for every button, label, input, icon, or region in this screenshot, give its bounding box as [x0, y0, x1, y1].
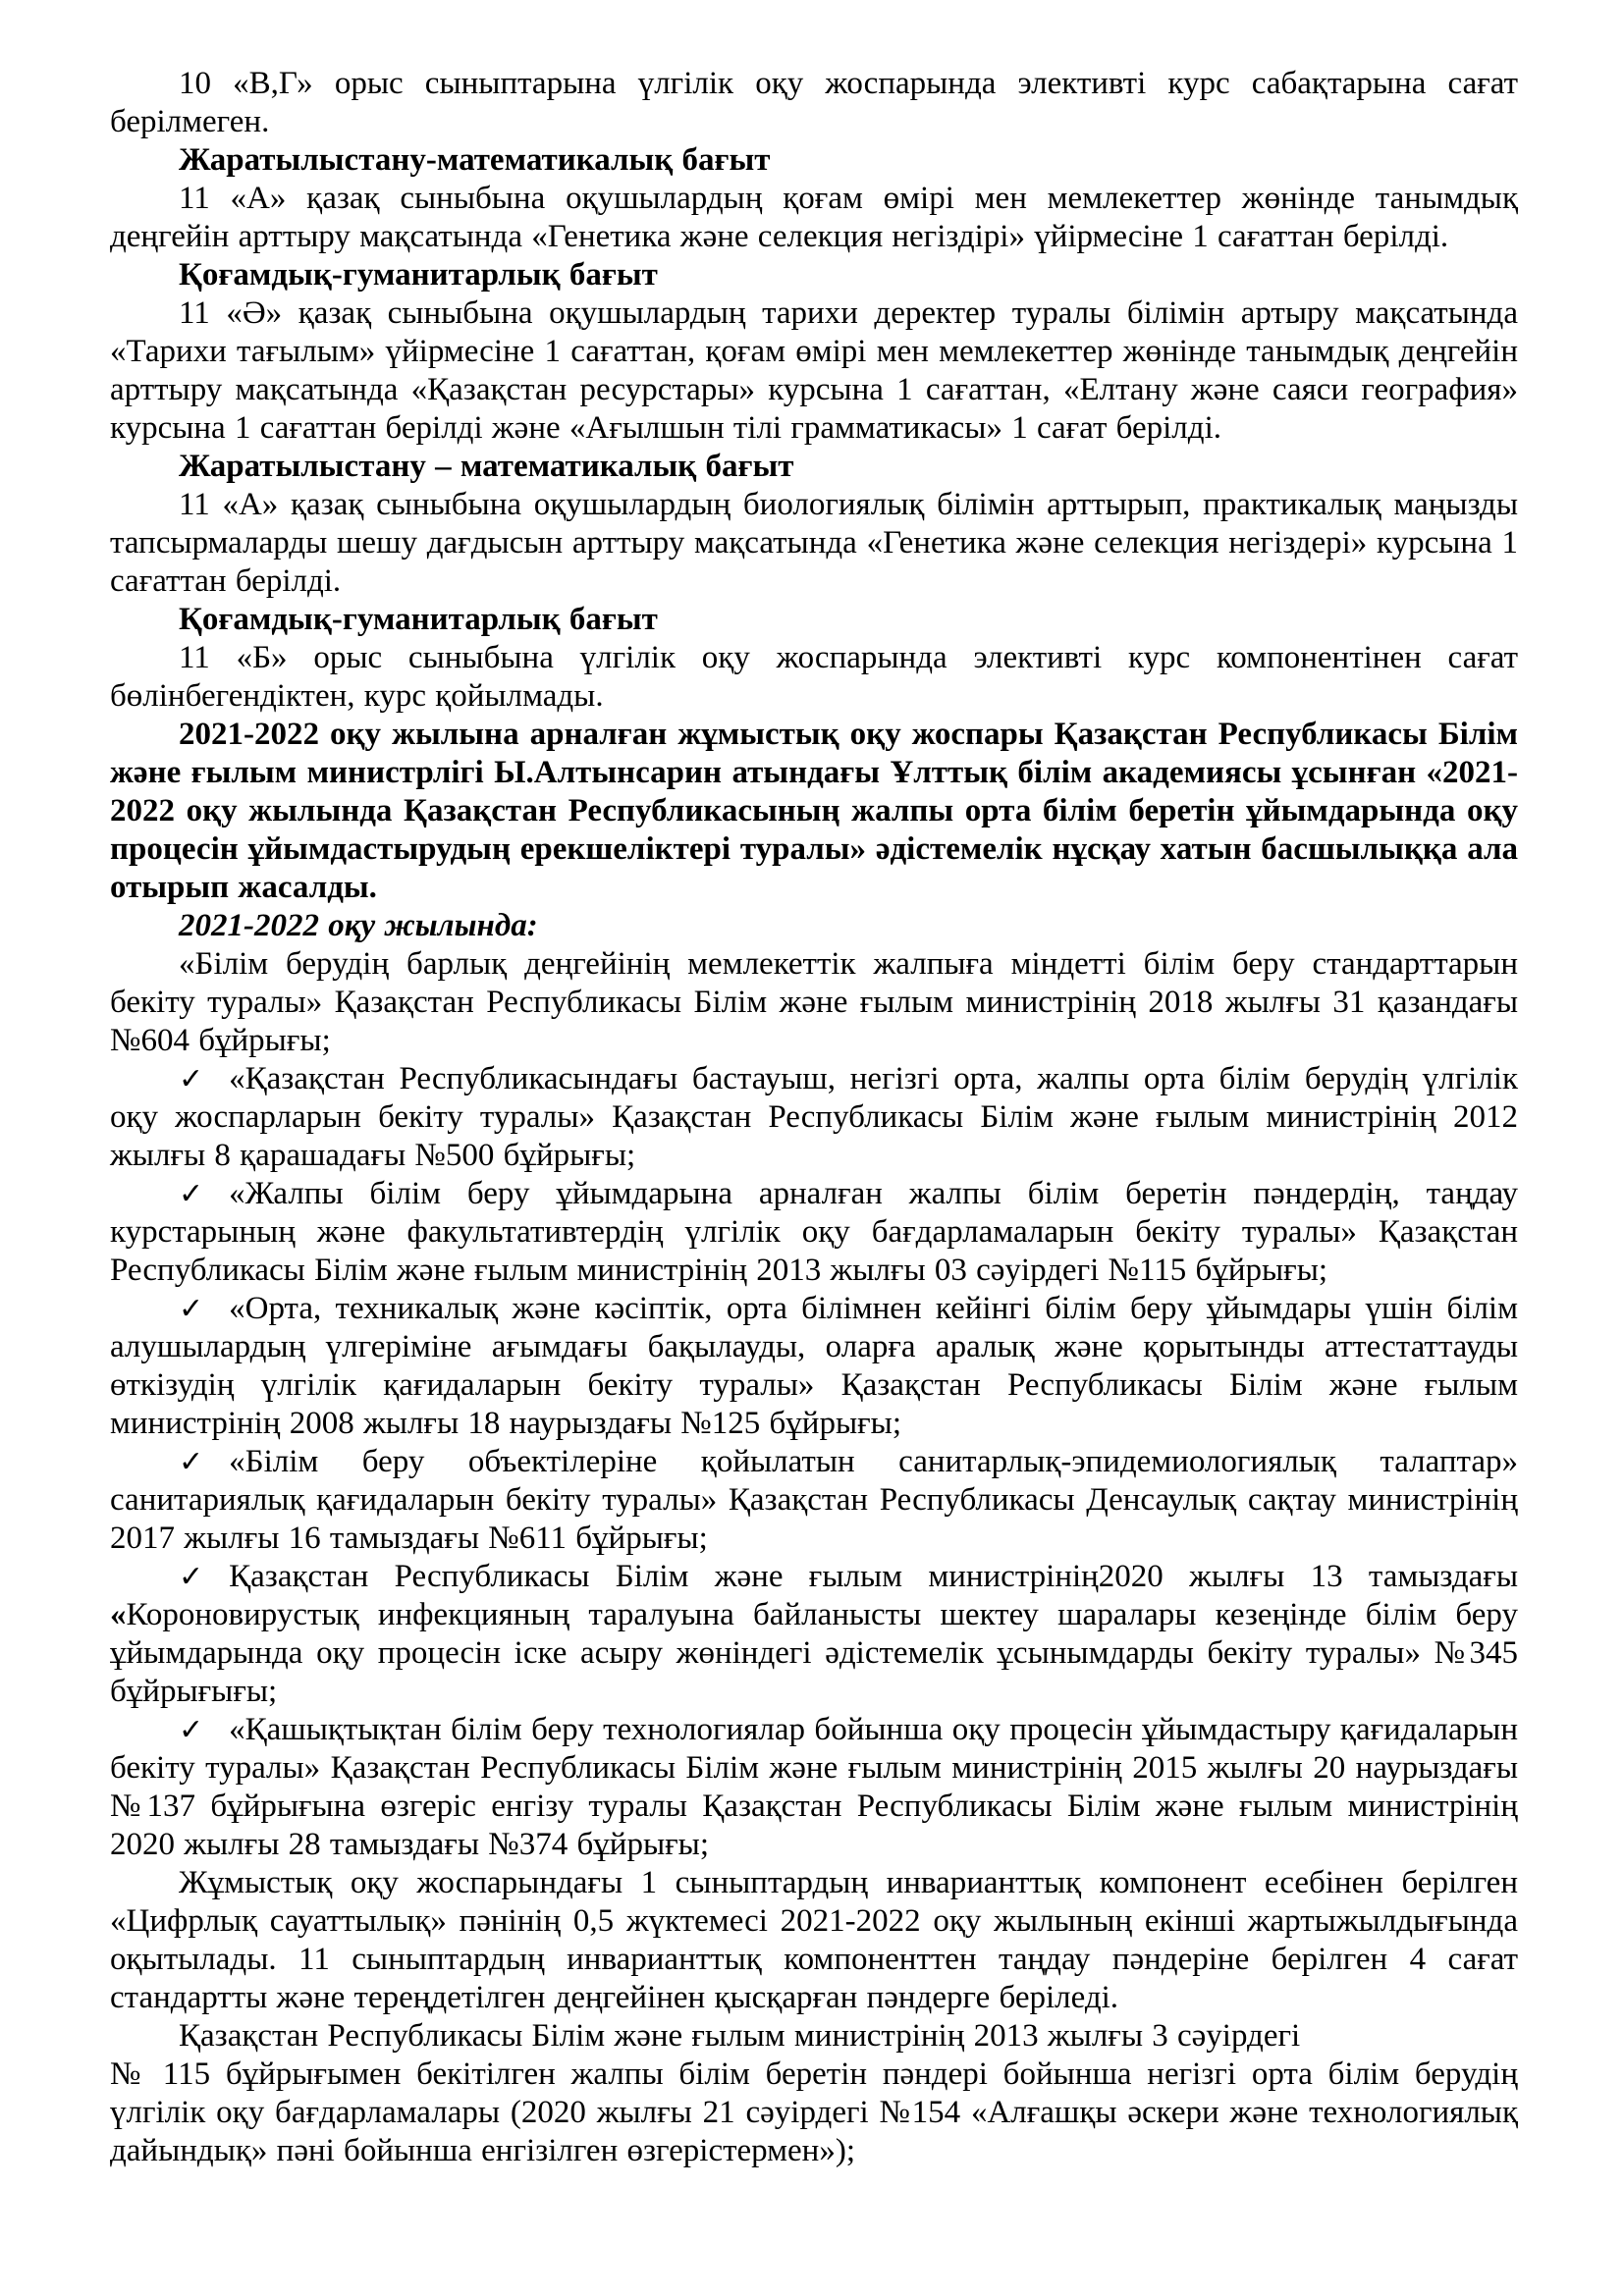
text-run: Жұмыстық оқу жоспарындағы 1 сыныптардың инварианттық компонент есебінен берілген «Цифрлық сауаттылық» пәнінің 0,5 жүктемесі 2021-2022 оқу жылының екінші жартыжылдығында оқытылады. 11 сыныптардың инварианттық компоненттен таңдау пәндеріне берілген 4 сағат стандартты және тереңдетілген деңгейінен қысқарған пәндерге беріледі. [110, 1865, 1518, 2015]
text-run: 11 «Ә» қазақ сыныбына оқушылардың тарихи деректер туралы білімін артыру мақсатында «Тарихи тағылым» үйірмесіне 1 сағаттан, қоғам өмірі мен мемлекеттер жөнінде танымдық деңгейін арттыру мақсатында «Қазақстан ресурстары» курсына 1 сағаттан, «Елтану және саяси география» курсына 1 сағаттан берілді және «Ағылшын тілі грамматикасы» 1 сағат берілді. [110, 295, 1518, 446]
text-run: 2021-2022 оқу жылына арналған жұмыстық оқу жоспары Қазақстан Республикасы Білім және ғылым министрлігі Ы.Алтынсарин атындағы Ұлттық білім академиясы ұсынған «2021-2022 оқу жылында Қазақстан Республикасының жалпы орта білім беретін ұйымдарында оқу процесін ұйымдастырудың ерекшеліктері туралы» әдістемелік нұсқау хатын басшылыққа ала отырып жасалды. [110, 717, 1518, 905]
checkmark-icon: ✓ [179, 1292, 204, 1326]
para-11a-genetics-club [110, 180, 1518, 256]
text-run: Жаратылыстану – математикалық бағыт [179, 449, 794, 484]
list-item-order-500 [110, 1060, 1518, 1175]
text-run: Қоғамдық-гуманитарлық бағыт [179, 257, 658, 293]
para-11a-biology-course [110, 486, 1518, 601]
heading-school-year [110, 907, 1518, 945]
checkmark-icon: ✓ [179, 1177, 204, 1211]
list-item-order-611 [110, 1443, 1518, 1558]
checkmark-icon: ✓ [179, 1560, 204, 1594]
list-item-order-345 [110, 1558, 1518, 1711]
list-item-order-374 [110, 1711, 1518, 1864]
text-run: Короновирустық инфекцияның таралуына байланысты шектеу шаралары кезеңінде білім беру ұйымдарында оқу процесін іске асыру жөніндегі әдістемелік ұсынымдарды бекіту туралы» №345 бұйрығығы; [110, 1597, 1518, 1709]
para-11ae-history-club [110, 294, 1518, 448]
para-order-115-programs [110, 2056, 1518, 2170]
text-run: 11 «Б» орыс сыныбына үлгілік оқу жоспарында элективті курс компонентінен сағат бөлінбегендіктен, курс қойылмады. [110, 640, 1518, 714]
text-run: «Жалпы білім беру ұйымдарына арналған жалпы білім беретін пәндердің, таңдау курстарының және факультативтердің үлгілік оқу бағдарламаларын бекіту туралы» Қазақстан Республикасы Білім және ғылым министрінің 2013 жылғы 03 сәуірдегі №115 бұйрығы; [110, 1176, 1518, 1288]
list-item-order-115 [110, 1175, 1518, 1290]
heading-natural-math-1 [110, 141, 1518, 180]
text-run: Қазақстан Республикасы Білім және ғылым министрінің 2013 жылғы 3 сәуірдегі [179, 2018, 1301, 2054]
text-run: 11 «А» қазақ сыныбына оқушылардың қоғам өмірі мен мемлекеттер жөнінде танымдық деңгейін арттыру мақсатында «Генетика және селекция негіздірі» үйірмесіне 1 сағаттан берілді. [110, 181, 1518, 254]
checkmark-icon: ✓ [179, 1062, 204, 1096]
para-elective-10vg [110, 65, 1518, 141]
para-ministry-2013-line [110, 2017, 1518, 2056]
text-run: Қазақстан Республикасы Білім және ғылым министрінің2020 жылғы 13 тамыздағы [229, 1559, 1518, 1594]
text-run: «Қазақстан Республикасындағы бастауыш, негізгі орта, жалпы орта білім берудің үлгілік оқу жоспарларын бекіту туралы» Қазақстан Республикасы Білім және ғылым министрінің 2012 жылғы 8 қарашадағы №500 бұйрығы; [110, 1061, 1518, 1173]
heading-social-humanitarian-1 [110, 256, 1518, 294]
para-11b-no-course [110, 639, 1518, 716]
text-run: Қоғамдық-гуманитарлық бағыт [179, 602, 658, 637]
text-run: Жаратылыстану-математикалық бағыт [179, 142, 771, 178]
heading-natural-math-2 [110, 448, 1518, 486]
checkmark-icon: ✓ [179, 1445, 204, 1479]
para-workplan-basis [110, 716, 1518, 907]
text-run: «Білім беру объектілеріне қойылатын санитарлық-эпидемиологиялық талаптар» санитариялық қағидаларын бекіту туралы» Қазақстан Республикасы Денсаулық сақтау министрінің 2017 жылғы 16 тамыздағы №611 бұйрығы; [110, 1444, 1518, 1556]
para-order-604 [110, 945, 1518, 1060]
text-run: № 115 бұйрығымен бекітілген жалпы білім беретін пәндері бойынша негізгі орта білім берудің үлгілік оқу бағдарламалары (2020 жылғы 21 сәуірдегі №154 «Алғашқы әскери және технологиялық дайындық» пәні бойынша енгізілген өзгерістермен»); [110, 2056, 1518, 2168]
checkmark-icon: ✓ [179, 1713, 204, 1747]
text-run: 10 «В,Г» орыс сыныптарына үлгілік оқу жоспарында элективті курс сабақтарына сағат берілмеген. [110, 66, 1518, 139]
text-run: 2021-2022 оқу жылында: [179, 908, 538, 943]
heading-social-humanitarian-2 [110, 601, 1518, 639]
document-body [110, 65, 1518, 2170]
list-item-order-125 [110, 1290, 1518, 1443]
text-run: «Білім берудің барлық деңгейінің мемлекеттік жалпыға міндетті білім беру стандарттарын бекіту туралы» Қазақстан Республикасы Білім және ғылым министрінің 2018 жылғы 31 қазандағы №604 бұйрығы; [110, 946, 1518, 1058]
text-run: « [110, 1597, 127, 1632]
text-run: «Орта, техникалық және кәсіптік, орта білімнен кейінгі білім беру ұйымдары үшін білім алушылардың үлгеріміне ағымдағы бақылауды, оларға аралық және қорытынды аттестаттауды өткізудің үлгілік қағидаларын бекіту туралы» Қазақстан Республикасы Білім және ғылым министрінің 2008 жылғы 18 наурыздағы №125 бұйрығы; [110, 1291, 1518, 1441]
para-digital-literacy [110, 1864, 1518, 2017]
text-run: 11 «А» қазақ сыныбына оқушылардың биологиялық білімін арттырып, практикалық маңызды тапсырмаларды шешу дағдысын арттыру мақсатында «Генетика және селекция негіздері» курсына 1 сағаттан берілді. [110, 487, 1518, 599]
text-run: «Қашықтықтан білім беру технологиялар бойынша оқу процесін ұйымдастыру қағидаларын бекіту туралы» Қазақстан Республикасы Білім және ғылым министрінің 2015 жылғы 20 наурыздағы №137 бұйрығына өзгеріс енгізу туралы Қазақстан Республикасы Білім және ғылым министрінің 2020 жылғы 28 тамыздағы №374 бұйрығы; [110, 1712, 1518, 1862]
